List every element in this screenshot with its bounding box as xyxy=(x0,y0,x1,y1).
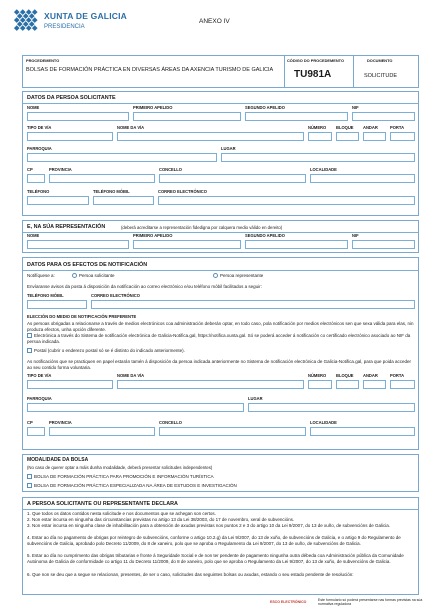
postal-option[interactable] xyxy=(27,348,415,354)
rep-nif-field[interactable] xyxy=(352,240,415,249)
surname1-label: PRIMEIRO APELIDO xyxy=(133,105,173,110)
rep-name-field[interactable] xyxy=(27,240,129,249)
procedure-code: TU981A xyxy=(294,69,332,80)
medium-title: ELECCIÓN DO MEDIO DE NOTIFICACIÓN PREFERENTE xyxy=(27,314,137,319)
province-field[interactable] xyxy=(49,174,155,183)
rep-surname2-label: SEGUNDO APELIDO xyxy=(245,233,285,238)
representative-section xyxy=(22,220,419,253)
applicant-section xyxy=(22,91,419,216)
notif-road-type-field[interactable] xyxy=(27,380,113,389)
locality-field[interactable] xyxy=(310,174,415,183)
notif-block-field[interactable] xyxy=(336,380,359,389)
rep-surname1-label: PRIMEIRO APELIDO xyxy=(133,233,173,238)
postal-text: As notificacións que se practiquen en papel estarán tamén á disposición da persoa indicada anteriormente no Sistema de notificación electrónica de Galicia-Notifica.gal, para que poida acceder ao seu contido forma voluntaria. xyxy=(27,359,411,370)
alerts-text: Envíaranse avisos da posta á disposición da notificación ao correo electrónico e/ou teléfono móbil facilitados a seguir: xyxy=(27,284,262,289)
council-label: CONCELLO xyxy=(159,167,182,172)
representative-note: (deberá acreditarse a representación fidedigna por calquera medio válido en dereito) xyxy=(121,225,283,230)
notify-representative-option[interactable] xyxy=(213,273,263,278)
block-label: BLOQUE xyxy=(336,125,354,130)
code-col-label: CÓDIGO DO PROCEDEMENTO xyxy=(287,58,344,63)
surname2-label: SEGUNDO APELIDO xyxy=(245,105,285,110)
notif-province-label: PROVINCIA xyxy=(49,420,72,425)
notif-door-field[interactable] xyxy=(390,380,415,389)
notif-cp-label: CP xyxy=(27,420,33,425)
road-name-field[interactable] xyxy=(117,132,304,141)
procedure-box xyxy=(22,55,419,88)
rep-surname1-field[interactable] xyxy=(133,240,241,249)
mobile-field[interactable] xyxy=(93,196,154,205)
phone-field[interactable] xyxy=(27,196,89,205)
email-label: CORREO ELECTRÓNICO xyxy=(158,189,207,194)
notif-place-label: LUGAR xyxy=(248,396,263,401)
number-label: NÚMERO xyxy=(308,125,327,130)
notif-mobile-label: TELÉFONO MÓBIL xyxy=(27,293,64,298)
notif-door-label: PORTA xyxy=(390,373,405,378)
declaration-item-3: 3. Non estar incursa en ningunha clase de inhabilitación para a obtención de axudas previstas nos puntos 2 e 3 do artigo 10 da Lei 9/2007, do 13 de xuño, de subvencións de Galicia. xyxy=(27,523,390,528)
scholarship-section xyxy=(22,454,419,492)
document-col-label: DOCUMENTO xyxy=(367,58,393,63)
rep-name-label: NOME xyxy=(27,233,40,238)
radio-applicant[interactable] xyxy=(72,273,77,278)
notif-number-field[interactable] xyxy=(308,380,332,389)
xunta-logo xyxy=(14,9,38,33)
declaration-item-1: 1. Que todos os datos contidos nesta solicitude e nos documentos que se achegan son certos. xyxy=(27,511,216,516)
notif-place-field[interactable] xyxy=(248,403,415,412)
radio-representative[interactable] xyxy=(213,273,218,278)
floor-field[interactable] xyxy=(363,132,386,141)
road-type-label: TIPO DE VÍA xyxy=(27,125,52,130)
door-field[interactable] xyxy=(390,132,415,141)
opt-applicant-label: Persoa solicitante xyxy=(79,273,115,278)
notif-email-label: CORREO ELECTRÓNICO xyxy=(91,293,140,298)
declaration-title: A PERSOA SOLICITANTE OU REPRESENTANTE DECLARA xyxy=(27,501,178,507)
notif-locality-label: LOCALIDADE xyxy=(310,420,337,425)
medium-text: As persoas obrigadas a relacionarse a través de medios electrónicos coa administración deberán optar, en todo caso, pola notificación por medios electrónicos sen que sexa válida para elas, nin produza efectos, unha opción diferente. xyxy=(27,321,414,332)
notification-section xyxy=(22,257,419,450)
electronic-option-label: Electrónica a través do Sistema de notificación electrónica de Galicia-Notifica.gal, https://notifica.xunta.gal. Só se poderá acceder á notificación co certificado electrónico asociado ao NIF da persoa indicada. xyxy=(27,333,411,344)
scholarship-option-1-label: BOLSA DE FORMACIÓN PRÁCTICA PARA PROMOCIÓN E INFORMACIÓN TURÍSTICA xyxy=(34,474,214,479)
mobile-label: TELÉFONO MÓBIL xyxy=(93,189,130,194)
notif-email-field[interactable] xyxy=(91,300,415,309)
notif-cp-field[interactable] xyxy=(27,427,45,436)
procedure-title: BOLSAS DE FORMACIÓN PRÁCTICA EN DIVERSAS ÁREAS DA AXENCIA TURISMO DE GALICIA xyxy=(26,67,274,73)
block-field[interactable] xyxy=(336,132,359,141)
notif-number-label: NÚMERO xyxy=(308,373,327,378)
nif-label: NIF xyxy=(352,105,359,110)
declaration-item-2: 2. Non estar incursa en ningunha das circunstancias previstas no artigo 13 da Lei 38/2003, do 17 de novembro, xeral de subvencións. xyxy=(27,517,295,522)
cp-label: CP xyxy=(27,167,33,172)
footer-note: Este formulario só poderá presentarse nas formas previstas na súa normativa reguladora xyxy=(318,598,423,607)
notif-floor-label: ANDAR xyxy=(363,373,378,378)
council-field[interactable] xyxy=(159,174,306,183)
name-label: NOME xyxy=(27,105,40,110)
checkbox-scholarship-2[interactable] xyxy=(27,483,32,488)
notif-block-label: BLOQUE xyxy=(336,373,354,378)
road-type-field[interactable] xyxy=(27,132,113,141)
scholarship-option-1[interactable] xyxy=(27,474,214,479)
notif-council-label: CONCELLO xyxy=(159,420,182,425)
surname2-field[interactable] xyxy=(245,112,348,121)
org-name: XUNTA DE GALICIA xyxy=(44,11,128,21)
notif-locality-field[interactable] xyxy=(310,427,415,436)
notif-road-name-field[interactable] xyxy=(117,380,304,389)
declaration-item-5: 5. Estar ao día no cumprimento das obrigas tributarias e fronte á Seguridade Social e de non ter pendente de pagamento ningunha outra débeda coa Administración pública da Comunidade Autónoma de Galicia de conformidade co artigo 11 do Decreto 11/2009, do 8 de xaneiro, polo que se aproba o Regulamento da Lei 9/2007, do 13 de xuño, de subvencións de Galicia. xyxy=(27,553,404,564)
notify-applicant-option[interactable] xyxy=(72,273,115,278)
cp-field[interactable] xyxy=(27,174,45,183)
notif-council-field[interactable] xyxy=(159,427,306,436)
checkbox-scholarship-1[interactable] xyxy=(27,474,32,479)
name-field[interactable] xyxy=(27,112,129,121)
footer-stamp: ESCO ELECTRÓNICO xyxy=(270,600,307,604)
scholarship-title: MODALIDADE DA BOLSA xyxy=(27,457,89,463)
phone-label: TELÉFONO xyxy=(27,189,50,194)
scholarship-option-2[interactable] xyxy=(27,483,237,488)
checkbox-postal[interactable] xyxy=(27,348,32,353)
declaration-section xyxy=(22,497,419,595)
dept-name: PRESIDENCIA xyxy=(44,24,85,30)
scholarship-option-2-label: BOLSA DE FORMACIÓN PRÁCTICA ESPECIALIZADA NA ÁREA DE ESTUDOS E INVESTIGACIÓN xyxy=(34,483,237,488)
notif-road-type-label: TIPO DE VÍA xyxy=(27,373,52,378)
locality-label: LOCALIDADE xyxy=(310,167,337,172)
notif-parish-field[interactable] xyxy=(27,403,244,412)
declaration-item-4: 4. Estar ao día no pagamento de obrigas por reintegro de subvencións, conforme o artigo 10.2.g) da Lei 9/2007, do 13 de xuño, de subvencións de Galicia, e o artigo 9 do Regulamento de subvencións de Galicia, aprobado polo Decreto 11/2009, do 8 de xaneiro, polo que se aproba o Regulamento da Lei 9/2007, do 13 de xuño, de subvencións de Galicia. xyxy=(27,535,401,546)
notification-title: DATOS PARA OS EFECTOS DE NOTIFICACIÓN xyxy=(27,262,148,268)
rep-surname2-field[interactable] xyxy=(245,240,348,249)
procedure-col-label: PROCEDEMENTO xyxy=(26,58,60,63)
place-label: LUGAR xyxy=(221,146,236,151)
notif-floor-field[interactable] xyxy=(363,380,386,389)
parish-label: PARROQUIA xyxy=(27,146,52,151)
document-type: SOLICITUDE xyxy=(364,73,398,79)
place-field[interactable] xyxy=(221,153,415,162)
postal-option-label: Postal (cubrir o enderezo postal só se é distinto do indicado anteriormente). xyxy=(34,348,185,353)
applicant-title: DATOS DA PERSOA SOLICITANTE xyxy=(27,95,116,101)
scholarship-note: (No caso de querer optar a máis dunha modalidade, deberá presentar solicitudes independentes) xyxy=(27,465,213,470)
opt-representative-label: Persoa representante xyxy=(220,273,264,278)
notif-mobile-field[interactable] xyxy=(27,300,87,309)
representative-title: E, NA SÚA REPRESENTACIÓN xyxy=(27,224,106,230)
door-label: PORTA xyxy=(390,125,405,130)
floor-label: ANDAR xyxy=(363,125,378,130)
electronic-option[interactable] xyxy=(27,333,415,344)
notif-parish-label: PARROQUIA xyxy=(27,396,52,401)
notif-province-field[interactable] xyxy=(49,427,155,436)
annex-label: ANEXO IV xyxy=(199,18,230,25)
notify-label: Notifíquese a: xyxy=(27,273,55,278)
notif-road-name-label: NOME DA VÍA xyxy=(117,373,145,378)
email-field[interactable] xyxy=(158,196,415,205)
road-name-label: NOME DA VÍA xyxy=(117,125,145,130)
parish-field[interactable] xyxy=(27,153,217,162)
surname1-field[interactable] xyxy=(133,112,241,121)
rep-nif-label: NIF xyxy=(352,233,359,238)
checkbox-electronic[interactable] xyxy=(27,333,32,338)
province-label: PROVINCIA xyxy=(49,167,72,172)
nif-field[interactable] xyxy=(352,112,415,121)
declaration-item-6: 6. Que non se deu que a segue se relacionan, presentes, de ser o caso, solicitudes das seguintes bolsas ou axudas, estando o seu estado pendente de resolución: xyxy=(27,572,354,577)
number-field[interactable] xyxy=(308,132,332,141)
